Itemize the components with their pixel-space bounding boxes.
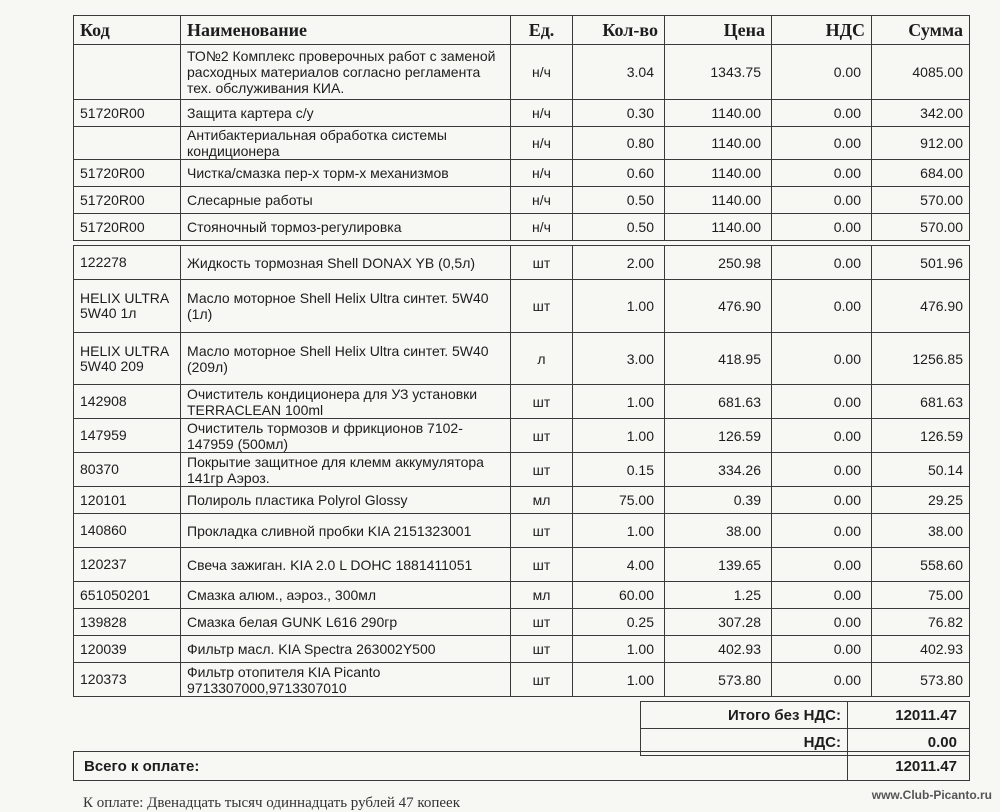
- item-code: 51720R00: [74, 100, 181, 127]
- vat-label: НДС:: [641, 729, 848, 756]
- item-price: 681.63: [665, 385, 772, 419]
- item-price: 307.28: [665, 609, 772, 636]
- item-qty: 0.50: [573, 214, 665, 241]
- item-price: 334.26: [665, 453, 772, 487]
- item-sum: 558.60: [872, 548, 970, 582]
- item-name: Полироль пластика Polyrol Glossy: [181, 487, 511, 514]
- item-qty: 0.30: [573, 100, 665, 127]
- item-price: 139.65: [665, 548, 772, 582]
- item-sum: 1256.85: [872, 333, 970, 385]
- item-sum: 570.00: [872, 187, 970, 214]
- watermark: www.Club-Picanto.ru: [871, 788, 992, 802]
- item-vat: 0.00: [772, 636, 872, 663]
- table-row: [74, 333, 970, 385]
- header-sum: Сумма: [872, 16, 970, 45]
- grand-total-table: [73, 751, 970, 781]
- item-unit: н/ч: [511, 214, 573, 241]
- item-name: Слесарные работы: [181, 187, 511, 214]
- item-code: 120373: [74, 663, 181, 697]
- item-qty: 3.04: [573, 45, 665, 100]
- item-qty: 4.00: [573, 548, 665, 582]
- item-vat: 0.00: [772, 548, 872, 582]
- item-sum: 4085.00: [872, 45, 970, 100]
- item-vat: 0.00: [772, 582, 872, 609]
- item-unit: шт: [511, 548, 573, 582]
- item-qty: 1.00: [573, 663, 665, 697]
- item-price: 573.80: [665, 663, 772, 697]
- grand-total-value: 12011.47: [848, 752, 970, 781]
- header-qty: Кол-во: [573, 16, 665, 45]
- item-vat: 0.00: [772, 187, 872, 214]
- item-unit: шт: [511, 636, 573, 663]
- item-code: 80370: [74, 453, 181, 487]
- item-price: 1140.00: [665, 160, 772, 187]
- item-code: 120101: [74, 487, 181, 514]
- item-code: [74, 45, 181, 100]
- item-qty: 1.00: [573, 280, 665, 333]
- item-unit: шт: [511, 280, 573, 333]
- item-unit: мл: [511, 487, 573, 514]
- item-unit: мл: [511, 582, 573, 609]
- item-sum: 501.96: [872, 246, 970, 280]
- item-unit: шт: [511, 246, 573, 280]
- item-vat: 0.00: [772, 663, 872, 697]
- header-name: Наименование: [181, 16, 511, 45]
- item-sum: 476.90: [872, 280, 970, 333]
- item-sum: 75.00: [872, 582, 970, 609]
- item-vat: 0.00: [772, 214, 872, 241]
- subtotal-value: 12011.47: [848, 702, 970, 729]
- item-vat: 0.00: [772, 453, 872, 487]
- item-name: Фильтр масл. KIA Spectra 263002Y500: [181, 636, 511, 663]
- item-vat: 0.00: [772, 609, 872, 636]
- item-qty: 2.00: [573, 246, 665, 280]
- item-vat: 0.00: [772, 45, 872, 100]
- item-unit: шт: [511, 419, 573, 453]
- table-row: [74, 548, 970, 582]
- item-name: Покрытие защитное для клемм аккумулятора 141гр Аэроз.: [181, 453, 511, 487]
- item-price: 1343.75: [665, 45, 772, 100]
- item-qty: 0.50: [573, 187, 665, 214]
- table-row: [74, 487, 970, 514]
- item-unit: шт: [511, 514, 573, 548]
- item-qty: 0.25: [573, 609, 665, 636]
- item-unit: н/ч: [511, 187, 573, 214]
- item-vat: 0.00: [772, 487, 872, 514]
- item-vat: 0.00: [772, 100, 872, 127]
- item-qty: 0.80: [573, 127, 665, 160]
- item-sum: 684.00: [872, 160, 970, 187]
- item-price: 1140.00: [665, 100, 772, 127]
- table-row: [74, 280, 970, 333]
- item-name: Свеча зажиган. KIA 2.0 L DOHC 1881411051: [181, 548, 511, 582]
- item-code: HELIX ULTRA 5W40 209: [74, 333, 181, 385]
- item-price: 126.59: [665, 419, 772, 453]
- grand-total-label: Всего к оплате:: [74, 752, 848, 781]
- item-qty: 60.00: [573, 582, 665, 609]
- item-sum: 402.93: [872, 636, 970, 663]
- item-qty: 1.00: [573, 514, 665, 548]
- labor-rows: [74, 45, 970, 241]
- item-unit: н/ч: [511, 127, 573, 160]
- material-rows: [74, 246, 970, 697]
- table-row: [74, 663, 970, 697]
- item-sum: 76.82: [872, 609, 970, 636]
- item-name: Чистка/смазка пер-х торм-х механизмов: [181, 160, 511, 187]
- table-row: [74, 187, 970, 214]
- vat-value: 0.00: [848, 729, 970, 756]
- item-sum: 912.00: [872, 127, 970, 160]
- item-vat: 0.00: [772, 246, 872, 280]
- item-code: 139828: [74, 609, 181, 636]
- header-code: Код: [74, 16, 181, 45]
- header-price: Цена: [665, 16, 772, 45]
- table-row: [74, 514, 970, 548]
- item-unit: н/ч: [511, 45, 573, 100]
- item-name: Масло моторное Shell Helix Ultra синтет. 5W40 (209л): [181, 333, 511, 385]
- table-row: [74, 385, 970, 419]
- amount-in-words: К оплате: Двенадцать тысяч одиннадцать рублей 47 копеек: [83, 795, 460, 811]
- item-code: [74, 127, 181, 160]
- item-price: 1140.00: [665, 214, 772, 241]
- header-vat: НДС: [772, 16, 872, 45]
- item-sum: 38.00: [872, 514, 970, 548]
- item-name: Очиститель кондиционера для УЗ установки TERRACLEAN 100ml: [181, 385, 511, 419]
- item-code: HELIX ULTRA 5W40 1л: [74, 280, 181, 333]
- item-name: Защита картера с/у: [181, 100, 511, 127]
- item-sum: 342.00: [872, 100, 970, 127]
- table-row: [74, 453, 970, 487]
- item-sum: 573.80: [872, 663, 970, 697]
- item-sum: 29.25: [872, 487, 970, 514]
- item-code: 51720R00: [74, 214, 181, 241]
- item-unit: л: [511, 333, 573, 385]
- subtotal-label: Итого без НДС:: [641, 702, 848, 729]
- item-code: 51720R00: [74, 160, 181, 187]
- item-sum: 681.63: [872, 385, 970, 419]
- item-price: 476.90: [665, 280, 772, 333]
- table-row: [74, 160, 970, 187]
- item-qty: 3.00: [573, 333, 665, 385]
- item-vat: 0.00: [772, 127, 872, 160]
- item-code: 140860: [74, 514, 181, 548]
- header-row: [74, 16, 970, 45]
- table-row: [74, 214, 970, 241]
- item-qty: 75.00: [573, 487, 665, 514]
- item-code: 120237: [74, 548, 181, 582]
- table-row: [74, 609, 970, 636]
- labor-table: [73, 15, 970, 241]
- item-sum: 570.00: [872, 214, 970, 241]
- item-code: 147959: [74, 419, 181, 453]
- materials-table: [73, 245, 970, 697]
- item-qty: 1.00: [573, 419, 665, 453]
- item-code: 651050201: [74, 582, 181, 609]
- item-unit: шт: [511, 385, 573, 419]
- item-unit: шт: [511, 663, 573, 697]
- item-qty: 0.15: [573, 453, 665, 487]
- table-row: [74, 582, 970, 609]
- grand-total-row: [74, 752, 970, 781]
- item-vat: 0.00: [772, 419, 872, 453]
- item-price: 1.25: [665, 582, 772, 609]
- subtotal-row: [641, 702, 970, 729]
- item-price: 402.93: [665, 636, 772, 663]
- item-name: Антибактериальная обработка системы кондиционера: [181, 127, 511, 160]
- item-unit: н/ч: [511, 100, 573, 127]
- item-sum: 50.14: [872, 453, 970, 487]
- item-price: 250.98: [665, 246, 772, 280]
- item-vat: 0.00: [772, 280, 872, 333]
- item-price: 38.00: [665, 514, 772, 548]
- item-name: Стояночный тормоз-регулировка: [181, 214, 511, 241]
- item-price: 0.39: [665, 487, 772, 514]
- item-code: 122278: [74, 246, 181, 280]
- totals-table: [640, 701, 970, 756]
- table-row: [74, 45, 970, 100]
- item-qty: 1.00: [573, 385, 665, 419]
- item-code: 51720R00: [74, 187, 181, 214]
- item-name: ТО№2 Комплекс проверочных работ с заменой расходных материалов согласно регламента тех. обслуживания КИА.: [181, 45, 511, 100]
- item-name: Очиститель тормозов и фрикционов 7102-147959 (500мл): [181, 419, 511, 453]
- item-vat: 0.00: [772, 514, 872, 548]
- item-vat: 0.00: [772, 385, 872, 419]
- item-qty: 0.60: [573, 160, 665, 187]
- item-price: 1140.00: [665, 127, 772, 160]
- table-row: [74, 127, 970, 160]
- item-name: Масло моторное Shell Helix Ultra синтет. 5W40 (1л): [181, 280, 511, 333]
- table-row: [74, 246, 970, 280]
- item-name: Смазка белая GUNK L616 290гр: [181, 609, 511, 636]
- table-row: [74, 100, 970, 127]
- item-price: 1140.00: [665, 187, 772, 214]
- item-vat: 0.00: [772, 333, 872, 385]
- item-name: Жидкость тормозная Shell DONAX YB (0,5л): [181, 246, 511, 280]
- item-code: 120039: [74, 636, 181, 663]
- item-name: Фильтр отопителя KIA Picanto 9713307000,9713307010: [181, 663, 511, 697]
- item-unit: шт: [511, 453, 573, 487]
- table-row: [74, 419, 970, 453]
- item-sum: 126.59: [872, 419, 970, 453]
- item-qty: 1.00: [573, 636, 665, 663]
- item-unit: н/ч: [511, 160, 573, 187]
- item-name: Прокладка сливной пробки KIA 2151323001: [181, 514, 511, 548]
- item-code: 142908: [74, 385, 181, 419]
- item-vat: 0.00: [772, 160, 872, 187]
- header-unit: Ед.: [511, 16, 573, 45]
- item-name: Смазка алюм., аэроз., 300мл: [181, 582, 511, 609]
- item-price: 418.95: [665, 333, 772, 385]
- table-row: [74, 636, 970, 663]
- item-unit: шт: [511, 609, 573, 636]
